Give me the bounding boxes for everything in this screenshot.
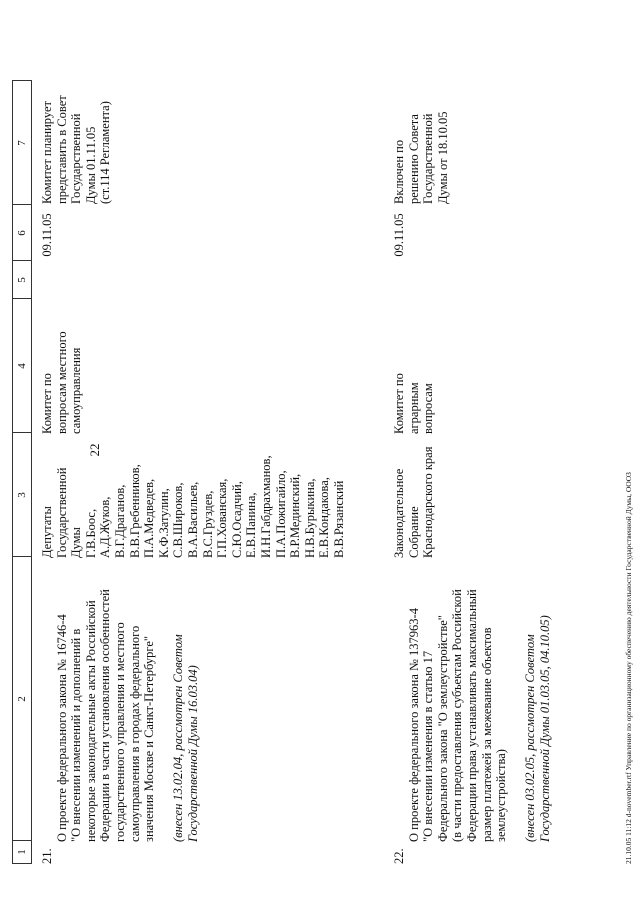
date: 09.11.05 (392, 213, 406, 257)
bill-description (392, 562, 567, 842)
bill-title: О проекте федерального закона № 16746-4 "О внесении изменений и дополнений в некоторые законодательные акты Российской Федерации в части установления особенностей государственного управления и местного самоуправления в городах федерального значения Москве и Санкт-Петербурге" (54, 589, 157, 842)
header-col-7: 7 (16, 140, 28, 146)
header-col-6: 6 (13, 204, 31, 261)
header-col-1: 1 (13, 840, 31, 863)
decision: Комитет планирует представить в Совет Государственной Думы 01.11.05 (ст.114 Регламента) (40, 95, 113, 204)
bill-title: О проекте федерального закона № 137963-4 "О внесении изменения в статью 17 Федерального закона "О землеустройстве" (в части предоставления субъектам Российской Федерации права устанавливать максимальный размер платежей за межевание объектов землеустройства) (406, 589, 509, 842)
table-header (12, 80, 32, 864)
decision: Включен по решению Совета Государственной Думы от 18.10.05 (392, 111, 450, 204)
bill-description (40, 562, 215, 842)
committee: Комитет по вопросам местного самоуправления (40, 331, 84, 434)
date: 09.11.05 (40, 213, 54, 257)
bill-note: (внесен 13.02.04, рассмотрен Советом Государственной Думы 16.03.04) (171, 634, 200, 842)
header-col-5: 5 (13, 260, 31, 299)
row-number: 22. (392, 848, 406, 864)
row-number: 21. (40, 848, 54, 864)
page-number: 22 (87, 443, 102, 457)
header-col-2: 2 (13, 556, 31, 841)
initiator: Депутаты Государственной Думы Г.В.Боос, А.Д.Жуков, В.Г.Драганов, В.В.Гребенников, П.А.Медведев, К.Ф.Затулин, С.В.Широков, В.А.Васильев, В.С.Груздев, Г.П.Хованская, С.Ю.Осадчий, Е.В.Панина, И.Н.Габдрахманов, П.А.Пожигайло, В.Р.Мединский, Н.В.Бурыкина, Е.В.Кондакова, В.В.Рязанский (40, 455, 346, 558)
initiator: Законодательное Собрание Краснодарского края (392, 446, 436, 558)
bill-note: (внесен 03.02.05, рассмотрен Советом Государственной Думы 01.03.05, 04.10.05) (523, 615, 552, 842)
header-col-3: 3 (13, 432, 31, 557)
footer: 21.10.05 11:12 d-november.rtf Управление по организационному обеспечению деятельности Государственной Думы, ООО3 (624, 472, 633, 864)
header-col-4: 4 (13, 298, 31, 433)
committee: Комитет по аграрным вопросам (392, 373, 436, 434)
